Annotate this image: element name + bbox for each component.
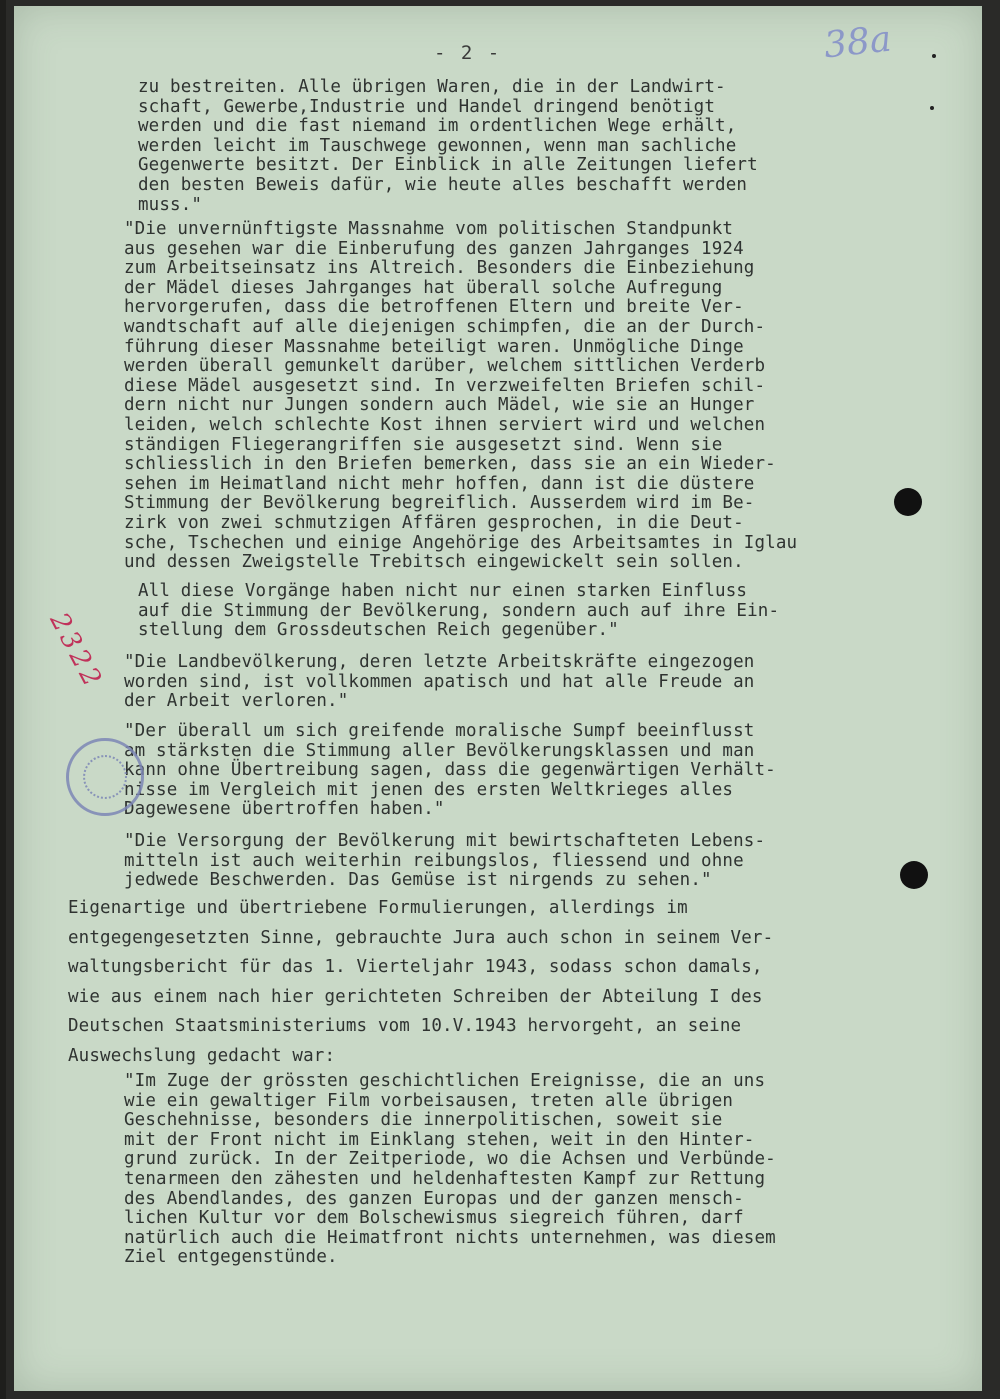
text-line: nisse im Vergleich mit jenen des ersten Weltkrieges alles (124, 779, 734, 800)
quote-paragraph-landbevoelkerung (124, 653, 754, 712)
quote-paragraph-moralische-sumpf (124, 722, 776, 820)
text-line: auf die Stimmung der Bevölkerung, sondern auch auf ihre Ein- (138, 600, 780, 621)
text-line: ständigen Fliegerangriffen sie ausgesetzt sind. Wenn sie (124, 434, 723, 455)
handwritten-folio-number: 38a (822, 18, 894, 67)
text-line: schaft, Gewerbe,Industrie und Handel dringend benötigt (138, 96, 716, 117)
paragraph-continuation (138, 78, 758, 215)
text-line: Deutschen Staatsministeriums vom 10.V.1943 hervorgeht, an seine (68, 1016, 742, 1036)
text-line: Gegenwerte besitzt. Der Einblick in alle Zeitungen liefert (138, 155, 758, 176)
text-line: wie ein gewaltiger Film vorbeisausen, treten alle übrigen (124, 1090, 734, 1111)
text-line: des Abendlandes, des ganzen Europas und der ganzen mensch- (124, 1188, 744, 1209)
punch-hole-upper-icon (894, 488, 922, 516)
text-line: am stärksten die Stimmung aller Bevölkerungsklassen und man (124, 740, 755, 761)
text-line: entgegengesetzten Sinne, gebrauchte Jura auch schon in seinem Ver- (68, 927, 774, 948)
text-line: schliesslich in den Briefen bemerken, dass sie an ein Wieder- (124, 454, 776, 475)
scan-border (0, 0, 6, 1399)
text-line: worden sind, ist vollkommen apatisch und hat alle Freude an (124, 671, 755, 692)
text-line: mitteln ist auch weiterhin reibungslos, fliessend und ohne (124, 850, 744, 871)
page-number: - 2 - (434, 42, 502, 64)
text-line: "Die Landbevölkerung, deren letzte Arbeitskräfte eingezogen (124, 652, 755, 672)
text-line: zirk von zwei schmutzigen Affären gesprochen, in die Deut- (124, 512, 744, 533)
text-line: grund zurück. In der Zeitperiode, wo die Achsen und Verbünde- (124, 1149, 776, 1170)
text-line: Eigenartige und übertriebene Formulierungen, allerdings im (68, 898, 688, 918)
text-line: Auswechslung gedacht war: (68, 1045, 336, 1066)
text-line: muss." (138, 194, 203, 215)
text-line: zu bestreiten. Alle übrigen Waren, die in der Landwirt- (138, 77, 726, 97)
text-line: sehen im Heimatland nicht mehr hoffen, dann ist die düstere (124, 473, 755, 494)
red-handwritten-mark-icon: 2322 (43, 608, 109, 695)
margin-dot-icon (930, 106, 934, 110)
text-line: lichen Kultur vor dem Bolschewismus siegreich führen, darf (124, 1208, 744, 1229)
text-line: führung dieser Massnahme beteiligt waren. Unmögliche Dinge (124, 336, 744, 357)
text-line: stellung dem Grossdeutschen Reich gegenüber." (138, 620, 619, 641)
text-line: "Die unvernünftigste Massnahme vom politischen Standpunkt (124, 219, 734, 239)
document-page (14, 6, 982, 1391)
text-line: jedwede Beschwerden. Das Gemüse ist nirgends zu sehen." (124, 870, 712, 891)
text-line: leiden, welch schlechte Kost ihnen serviert wird und welchen (124, 414, 766, 435)
text-line: "Im Zuge der grössten geschichtlichen Ereignisse, die an uns (124, 1071, 766, 1091)
text-line: der Mädel dieses Jahrganges hat überall solche Aufregung (124, 277, 723, 298)
text-line: dern nicht nur Jungen sondern auch Mädel, wie sie an Hunger (124, 395, 755, 416)
text-line: All diese Vorgänge haben nicht nur einen starken Einfluss (138, 581, 748, 601)
text-line: der Arbeit verloren." (124, 691, 349, 712)
archive-stamp-icon (66, 738, 144, 816)
text-line: "Der überall um sich greifende moralische Sumpf beeinflusst (124, 721, 755, 741)
body-paragraph-formulierungen (68, 894, 773, 1071)
text-line: tenarmeen den zähesten und heldenhaftesten Kampf zur Rettung (124, 1168, 766, 1189)
text-line: hervorgerufen, dass die betroffenen Eltern und breite Ver- (124, 297, 744, 318)
text-line: natürlich auch die Heimatfront nichts unternehmen, was diesem (124, 1227, 776, 1248)
quote-paragraph-vorgaenge (138, 582, 779, 641)
text-line: zum Arbeitseinsatz ins Altreich. Besonders die Einbeziehung (124, 258, 755, 279)
text-line: sche, Tschechen und einige Angehörige des Arbeitsamtes in Iglau (124, 532, 798, 553)
margin-dot-icon (932, 54, 936, 58)
text-line: und dessen Zweigstelle Trebitsch eingewickelt sein sollen. (124, 552, 744, 573)
text-line: Dagewesene übertroffen haben." (124, 799, 445, 820)
text-line: mit der Front nicht im Einklang stehen, weit in den Hinter- (124, 1129, 755, 1150)
text-line: werden leicht im Tauschwege gewonnen, wenn man sachliche (138, 135, 737, 156)
text-line: diese Mädel ausgesetzt sind. In verzweifelten Briefen schil- (124, 375, 766, 396)
text-line: werden überall gemunkelt darüber, welchem sittlichen Verderb (124, 356, 766, 377)
quote-paragraph-jahrgang-1924 (124, 220, 797, 573)
text-line: werden und die fast niemand im ordentlichen Wege erhält, (138, 116, 737, 137)
text-line: kann ohne Übertreibung sagen, dass die gegenwärtigen Verhält- (124, 760, 776, 781)
text-line: waltungsbericht für das 1. Vierteljahr 1943, sodass schon damals, (68, 957, 763, 977)
text-line: wie aus einem nach hier gerichteten Schreiben der Abteilung I des (68, 986, 763, 1007)
text-line: "Die Versorgung der Bevölkerung mit bewirtschafteten Lebens- (124, 831, 766, 851)
punch-hole-lower-icon (900, 861, 928, 889)
quote-paragraph-geschichtliche-ereignisse (124, 1072, 776, 1268)
text-line: aus gesehen war die Einberufung des ganzen Jahrganges 1924 (124, 238, 744, 259)
text-line: den besten Beweis dafür, wie heute alles beschafft werden (138, 174, 748, 195)
quote-paragraph-versorgung (124, 832, 765, 891)
text-line: Geschehnisse, besonders die innerpolitischen, soweit sie (124, 1110, 723, 1131)
text-line: Ziel entgegenstünde. (124, 1247, 338, 1268)
text-line: Stimmung der Bevölkerung begreiflich. Ausserdem wird im Be- (124, 493, 755, 514)
text-line: wandtschaft auf alle diejenigen schimpfen, die an der Durch- (124, 316, 766, 337)
